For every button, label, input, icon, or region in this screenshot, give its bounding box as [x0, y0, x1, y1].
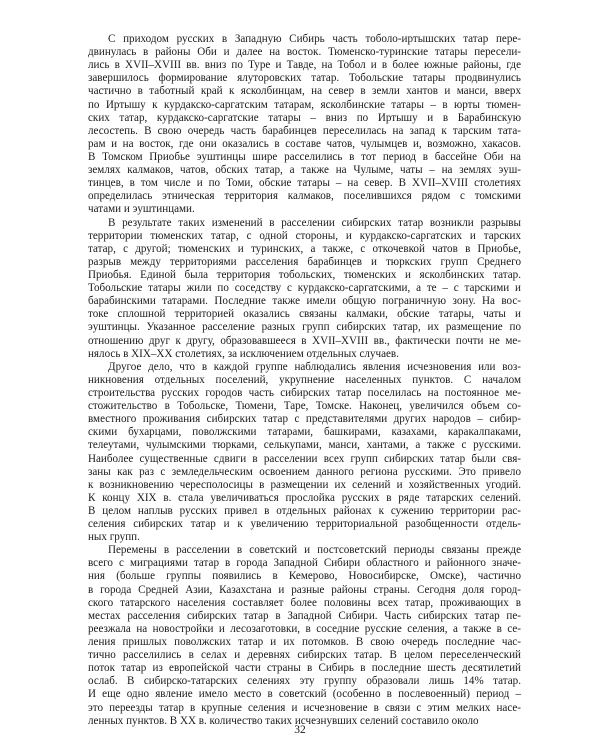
text-line: нялось в XIX–XX столетиях, за исключением отдельных случаев.	[88, 347, 399, 360]
text-line: ных групп.	[88, 531, 140, 544]
text-line: К концу XIX в. стала увеличиваться прослойка русских в ряде татарских селений.	[88, 491, 521, 504]
text-line: барабинскими татарами. Последние также имели общую пограничную зону. На вос-	[88, 295, 521, 308]
text-line: землях калмаков, чатов, обских татар, а также на Чулыме, чаты – на землях эуш-	[88, 164, 521, 177]
text-line: разрыв между территориями расселения барабинцев и тюркских групп Среднего	[88, 255, 521, 268]
text-line: чатами и эуштинцами.	[88, 203, 195, 216]
text-line: татар, с другой; тюменских и туринских, а также, с откочевкой чатов в Приобье,	[88, 242, 521, 255]
text-line: С приходом русских в Западную Сибирь часть тоболо-иртышских татар пере-	[108, 33, 521, 45]
text-line: вместного проживания сибирских татар с представителями других народов – сибир-	[88, 413, 521, 426]
text-line: Тобольские татары жили по соседству с курдакско-саргатскими, а те – с тарскими и	[88, 282, 521, 295]
text-line: эуштинцы. Указанное расселение разных групп сибирских татар, их размещение по	[88, 321, 521, 334]
text-line: В целом наплыв русских привел в отдельных районах к сужению территории рас-	[88, 504, 521, 517]
text-line: тинцев, в том числе и по Томи, обские татары – на север. В XVII–XVIII столетиях	[88, 177, 521, 190]
paragraph	[88, 361, 521, 545]
text-line: частично в таботный край к ясколбинцам, на север в земли хантов и манси, вверх	[88, 85, 521, 98]
text-line: определилась этническая территория калмаков, поселившихся рядом с томскими	[88, 190, 521, 203]
text-line: лись в XVII–XVIII вв. вниз по Туре и Тавде, на Тобол и в более южные районы, где	[88, 59, 521, 72]
text-line: ния (больше группы появились в Кемерово, Новосибирске, Омске), частично	[88, 570, 521, 583]
page-number: 32	[294, 724, 306, 736]
text-line: ослаб. В сибирско-татарских селениях эту группу образовали лишь 14% татар.	[88, 675, 521, 688]
text-line: отношению друг к другу, образовавшееся в XVII–XVIII вв., фактически почти не ме-	[88, 334, 521, 347]
text-line: никновения отдельных поселений, укрупнение населенных пунктов. С началом	[88, 373, 521, 386]
text-line: к возникновению чересполосицы в размещении их селений и хозяйственных угодий.	[88, 478, 521, 491]
text-line: в города Средней Азии, Казахстана и разные районы страны. Сегодня доля город-	[88, 583, 521, 596]
text-line: ления пришлых поволжских татар и их потомков. В свою очередь последние час-	[88, 636, 521, 649]
text-line: токе сплошной территорией оказались связаны калмаки, обские татары, чаты и	[88, 308, 521, 321]
text-line: всего с миграциями татар в города Западной Сибири областного и районного значе-	[88, 557, 521, 570]
text-line: Другое дело, что в каждой группе наблюдались явления исчезновения или воз-	[108, 360, 521, 373]
text-line: рам и на восток, где они оказались в составе чатов, чулымцев и, возможно, хакасов.	[88, 137, 521, 150]
body-text	[88, 33, 521, 728]
paragraph	[88, 33, 521, 217]
text-line: строительства русских городов часть сибирских татар поселилась на постоянное ме-	[88, 386, 521, 399]
paragraph	[88, 217, 521, 361]
text-line: завершилось формирование ялуторовских татар. Тобольские татары продвинулись	[88, 72, 521, 85]
text-line: заны как раз с земледельческим освоением данного региона русскими. Это привело	[88, 465, 521, 478]
text-line: В Томском Приобье эуштинцы шире расселились в тот период в бассейне Оби на	[88, 150, 521, 163]
text-line: стожительство в Тобольске, Тюмени, Таре, Томске. Наконец, увеличился объем со-	[88, 400, 521, 413]
text-line: телеутами, чулымскими тюрками, селькупами, манси, хантами, а также с русскими.	[88, 439, 521, 452]
text-line: ских татар, курдакско-саргатские татары – вниз по Иртышу и в Барабинскую	[88, 111, 521, 124]
text-line: ленных пунктов. В ХХ в. количество таких исчезнувших селений составило около	[88, 714, 479, 727]
text-line: местах расселения сибирских татар в Западной Сибири. Часть сибирских татар пе-	[88, 609, 521, 622]
text-line: ского татарского населения составляет более половины всех татар, проживающих в	[88, 596, 521, 609]
text-line: И еще одно явление имело место в советский (особенно в послевоенный) период –	[88, 688, 521, 701]
text-line: реезжала на новостройки и лесозаготовки, в соседние русские селения, а также в се-	[88, 622, 521, 635]
paragraph	[88, 544, 521, 728]
text-line: территории тюменских татар, с одной стороны, и курдакско-саргатских и тарских	[88, 229, 521, 242]
text-line: Перемены в расселении в советский и постсоветский периоды связаны прежде	[108, 544, 521, 557]
text-line: В результате таких изменений в расселении сибирских татар возникли разрывы	[108, 216, 521, 229]
text-line: скими бухарцами, поволжскими татарами, башкирами, казахами, каракалпаками,	[88, 426, 521, 439]
text-line: селения сибирских татар и к увеличению территориальной разобщенности отдель-	[88, 518, 521, 531]
text-line: по Иртышу к курдакско-саргатским татарам, ясколбинские татары – в юрты тюмен-	[88, 98, 521, 111]
text-line: это переезды татар в крупные селения и исчезновение в связи с этим мелких насе-	[88, 701, 521, 714]
text-line: поток татар из европейской части страны в Сибирь в последние шесть десятилетий	[88, 662, 521, 675]
text-line: двинулась в районы Оби и далее на восток. Тюменско-туринские татары пересели-	[88, 46, 521, 59]
text-line: Наиболее существенные сдвиги в расселении всех групп сибирских татар были свя-	[88, 452, 521, 465]
text-line: лесостепь. В свою очередь часть барабинцев переселилась на запад к тарским тата-	[88, 124, 521, 137]
text-line: тично расселились в селах и деревнях сибирских татар. В целом переселенческий	[88, 649, 521, 662]
text-line: Приобья. Единой была территория тобольских, тюменских и ясколбинских татар.	[88, 268, 521, 281]
